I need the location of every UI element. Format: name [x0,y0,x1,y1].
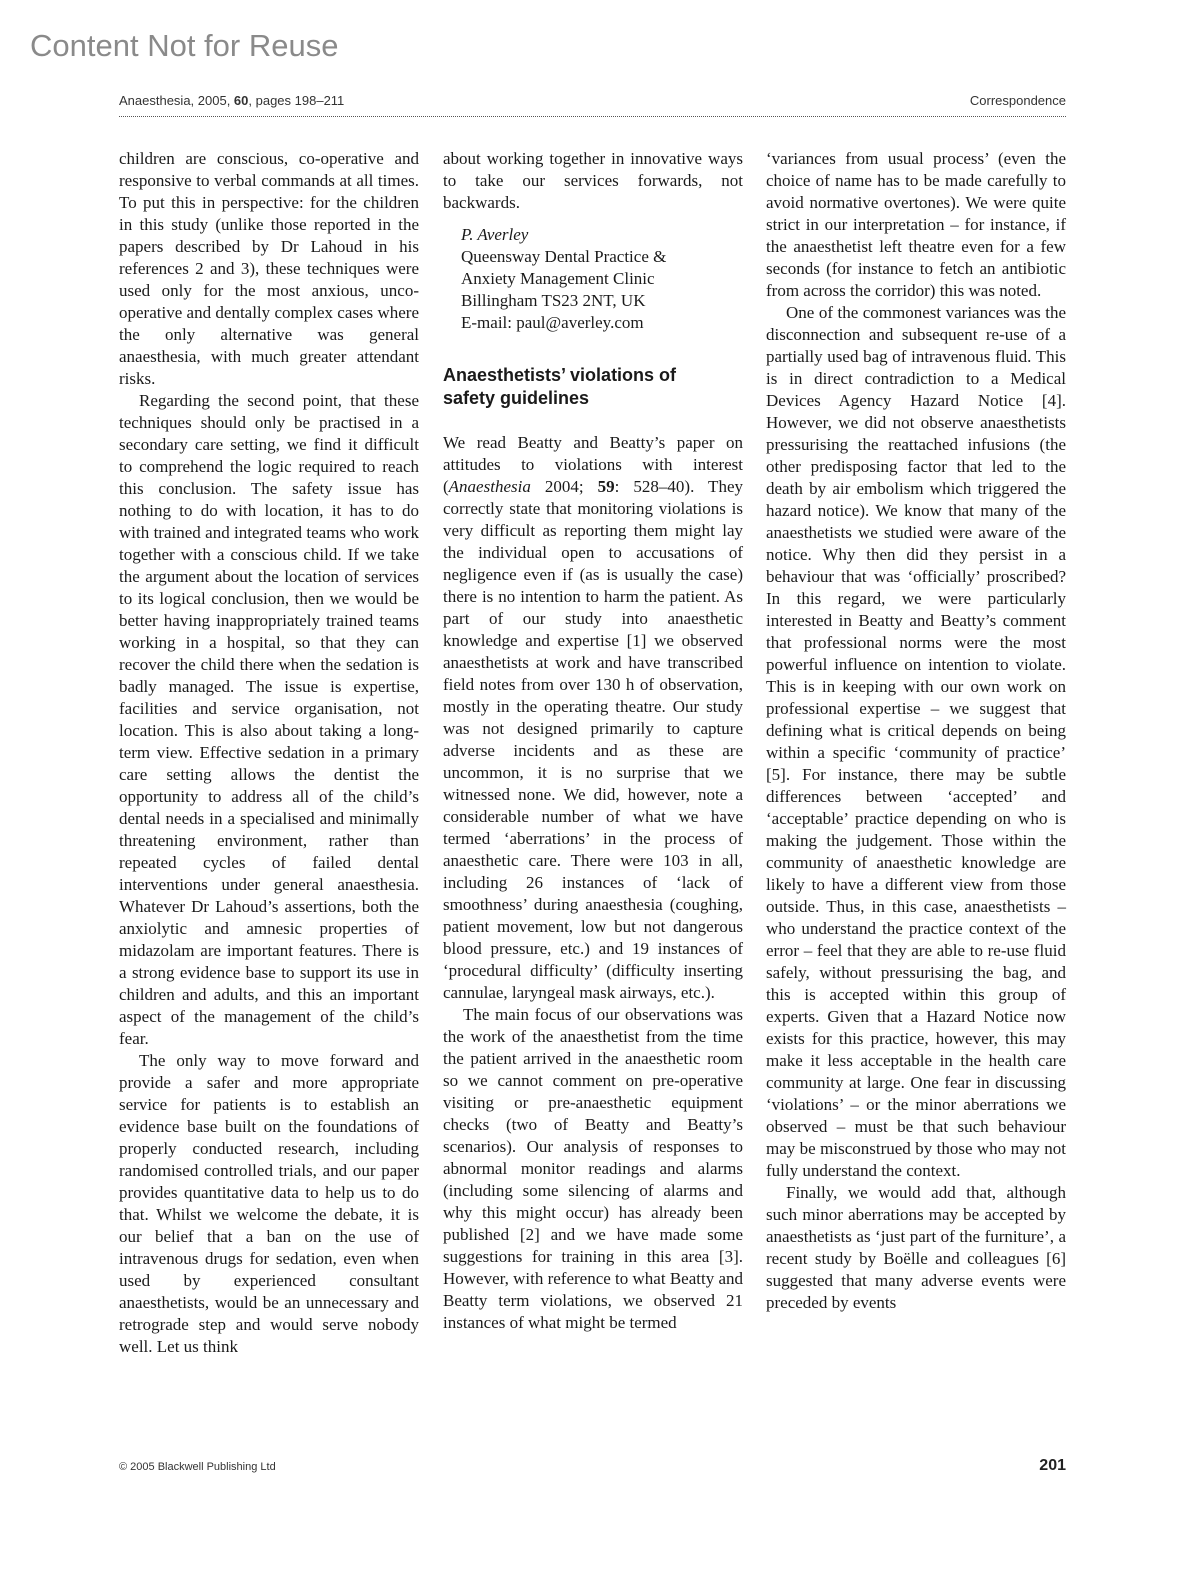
author-address: Billingham TS23 2NT, UK [461,291,646,310]
watermark: Content Not for Reuse [30,28,339,63]
copyright-notice: © 2005 Blackwell Publishing Ltd [119,1461,276,1473]
paragraph: The only way to move forward and provide a safer and more appropriate service for patients is to establish an evidence base built on the foundations of properly conducted research, including randomised controlled trials, and our paper provides quantitative data to help us to do that. Whilst we welcome the debate, it is our belief that a ban on the use of intravenous drugs for sedation, even when used by experienced consultant anaesthetists, would be an unnecessary and retrograde step and would serve nobody well. Let us think [119,1051,419,1356]
paragraph: about working together in innovative ways to take our services forwards, not backwards. [443,149,743,212]
page-number: 201 [1039,1457,1066,1474]
author-affiliation: Anxiety Management Clinic [461,269,655,288]
journal-pages: , pages 198–211 [248,93,345,108]
journal-name: Anaesthesia [448,477,531,496]
heading-line: safety guidelines [443,388,590,408]
author-affiliation: Queensway Dental Practice & [461,247,667,266]
heading-line: Anaesthetists’ violations of [443,365,677,385]
text-run: : 528–40). They correctly state that monitoring violations is very difficult as reporting them might lay the individual open to accusations of negligence even if (as is usually the case) there is no intention to harm the patient. As part of our study into anaesthetic knowledge and expertise [1] we observed anaesthetists at work and have transcribed field notes from over 130 h of observation, mostly in the operating theatre. Our study was not designed primarily to capture adverse incidents and as these are uncommon, it is no surprise that we witnessed none. We did, however, note a considerable number of what we have termed ‘aberrations’ in the process of anaesthetic care. There were 103 in all, including 26 instances of ‘lack of smoothness’ during anaesthesia (coughing, patient movement, low but not dangerous blood pressure, etc.) and 19 instances of ‘procedural difficulty’ (difficulty inserting cannulae, laryngeal mask airways, etc.). [443,477,743,1002]
author-name: P. Averley [461,225,529,244]
header-divider [119,116,1066,117]
journal-prefix: Anaesthesia, 2005, [119,93,234,108]
paragraph: children are conscious, co-operative and responsive to verbal commands at all times. To put this in perspective: for the children in this study (unlike those reported in the papers described by Dr Lahoud in his references 2 and 3), these techniques were used only for the most anxious, unco-operative and dentally complex cases where the only alternative was general anaesthesia, with much greater attendant risks. [119,149,419,388]
journal-volume: 60 [233,93,249,108]
paragraph [443,432,743,1004]
letter-heading [443,364,743,410]
text-column-3 [766,148,1066,1314]
paragraph: One of the commonest variances was the disconnection and subsequent re-use of a partially used bag of intravenous fluid. This is in direct contradiction to a Medical Devices Agency Hazard Notice [4]. However, we did not observe anaesthetists pressurising the reattached infusions (the other predisposing factor that led to the death by air embolism which triggered the hazard notice). We know that many of the anaesthetists we studied were aware of the notice. Why then did they persist in a behaviour that was ‘officially’ proscribed? In this regard, we were particularly interested in Beatty and Beatty’s comment that professional norms were the most powerful influence on intention to violate. This is in keeping with our own work on professional expertise – we suggest that defining what is critical depends on being within a specific ‘community of practice’ [5]. For instance, there may be subtle differences between ‘accepted’ and ‘acceptable’ practice depending on who is making the judgement. Those within the community of anaesthetic knowledge are likely to have a different view from those outside. Thus, in this case, anaesthetists – who understand the practice context of the error – feel that they are able to re-use fluid safely, without pressurising the bag, and this is accepted within this group of experts. Given that a Hazard Notice now exists for this practice, however, this may make it less acceptable in the health care community at large. One fear in discussing ‘violations’ – or the minor aberrations we observed – must be that such behaviour may be misconstrued by those who may not fully understand the context. [766,303,1066,1180]
paragraph: Finally, we would add that, although such minor aberrations may be accepted by anaesthetists as ‘just part of the furniture’, a recent study by Boëlle and colleagues [6] suggested that many adverse events were preceded by events [766,1183,1066,1312]
text-column-1 [119,148,419,1358]
paragraph: ‘variances from usual process’ (even the choice of name has to be made carefully to avoid normative overtones). We were quite strict in our interpretation – for instance, if the anaesthetist left theatre even for a few seconds (for instance to fetch an antibiotic from across the corridor) this was noted. [766,149,1066,300]
section-title: Correspondence [969,93,1066,108]
author-signature [461,224,743,334]
paragraph: Regarding the second point, that these techniques should only be practised in a secondary care setting, we find it difficult to comprehend the logic required to reach this conclusion. The safety issue has nothing to do with location, it has to do with trained and integrated teams who work together with a conscious child. If we take the argument about the location of services to its logical conclusion, then we would be better having inappropriately trained teams working in a hospital, so that they can recover the child there when the sedation is badly managed. The issue is expertise, facilities and service organisation, not location. This is also about taking a long-term view. Effective sedation in a primary care setting allows the dentist the opportunity to address all of the child’s dental needs in a specialised and minimally threatening environment, rather than repeated cycles of failed dental interventions under general anaesthesia. Whatever Dr Lahoud’s assertions, both the anxiolytic and amnesic properties of midazolam are important features. There is a strong evidence base to support its use in children and adults, and this an important aspect of the management of the child’s fear. [119,391,419,1048]
text-column-2 [443,148,743,1334]
text-run: 2004; [530,477,598,496]
paragraph: The main focus of our observations was the work of the anaesthetist from the time the patient arrived in the anaesthetic room so we cannot comment on pre-operative visiting or pre-anaesthetic equipment checks (two of Beatty and Beatty’s scenarios). Our analysis of responses to abnormal monitor readings and alarms (including some silencing of alarms and why this might occur) has already been published [2] and we have made some suggestions for training in this area [3]. However, with reference to what Beatty and Beatty term violations, we observed 21 instances of what might be termed [443,1005,743,1332]
volume-number: 59 [597,477,615,496]
text-run: We read Beatty and Beatty’s paper on attitudes to violations with interest ( [443,433,743,496]
journal-citation [119,93,344,108]
author-email: E-mail: paul@averley.com [461,313,644,332]
